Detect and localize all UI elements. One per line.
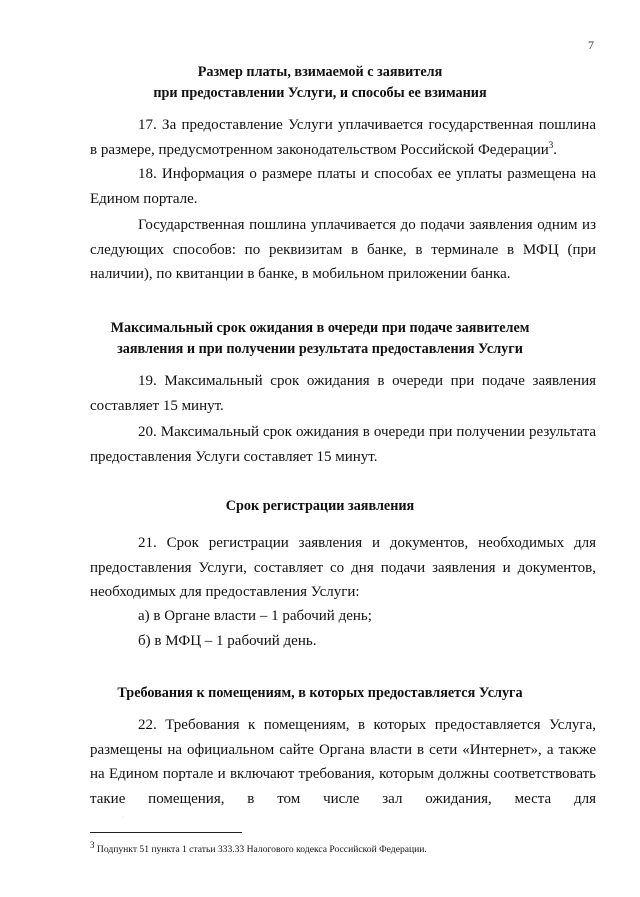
heading-line: Требования к помещениям, в которых предоставляется Услуга bbox=[117, 685, 523, 701]
speck: · bbox=[122, 815, 124, 821]
paragraph bbox=[90, 113, 596, 162]
heading-line: при предоставлении Услуги, и способы ее взимания bbox=[153, 85, 487, 101]
footnote-marker: 3 bbox=[90, 839, 95, 850]
paragraph: а) в Органе власти – 1 рабочий день; bbox=[138, 608, 372, 624]
page-number: 7 bbox=[588, 38, 594, 52]
paragraph: Государственная пошлина уплачивается до подачи заявления одним из следующих способов: по реквизитам в банке, в терминале в МФЦ (при наличии), по квитанции в банке, в мобильном приложении банка. bbox=[90, 217, 596, 282]
section-heading bbox=[0, 683, 640, 704]
footnote-rule bbox=[90, 832, 242, 833]
paragraph: 18. Информация о размере платы и способах ее уплаты размещена на Едином портале. bbox=[90, 166, 596, 207]
paragraph-tail: . bbox=[553, 141, 558, 158]
heading-line: Срок регистрации заявления bbox=[225, 498, 415, 514]
paragraph: 22. Требования к помещениям, в которых предоставляется Услуга, размещены на официальном сайте Органа власти в сети «Интернет», а также на Едином портале и включают требования, которым должны соответствовать такие помещения, в том числе зал ожидания, места для bbox=[90, 717, 596, 807]
section-heading bbox=[0, 62, 640, 104]
paragraph-text: 17. За предоставление Услуги уплачивается государственная пошлина в размере, предусмотренном законодательством Российской Федерации bbox=[90, 117, 596, 158]
paragraph: б) в МФЦ – 1 рабочий день. bbox=[138, 633, 317, 649]
heading-line: заявления и при получении результата предоставления Услуги bbox=[117, 341, 523, 357]
footnote bbox=[90, 839, 610, 856]
section-heading bbox=[0, 318, 640, 360]
paragraph: 20. Максимальный срок ожидания в очереди при получении результата предоставления Услуги составляет 15 минут. bbox=[90, 424, 596, 465]
paragraph: 19. Максимальный срок ожидания в очереди при подаче заявления составляет 15 минут. bbox=[90, 373, 596, 414]
heading-line: Максимальный срок ожидания в очереди при подаче заявителем bbox=[110, 320, 530, 336]
paragraph: 21. Срок регистрации заявления и документов, необходимых для предоставления Услуги, составляет со дня подачи заявления и документов, необходимых для предоставления Услуги: bbox=[90, 535, 596, 600]
footnote-text: Подпункт 51 пункта 1 статьи 333.33 Налогового кодекса Российской Федерации. bbox=[94, 844, 427, 855]
heading-line: Размер платы, взимаемой с заявителя bbox=[197, 64, 443, 80]
section-heading bbox=[0, 496, 640, 517]
footnote-ref: 3 bbox=[548, 139, 554, 150]
